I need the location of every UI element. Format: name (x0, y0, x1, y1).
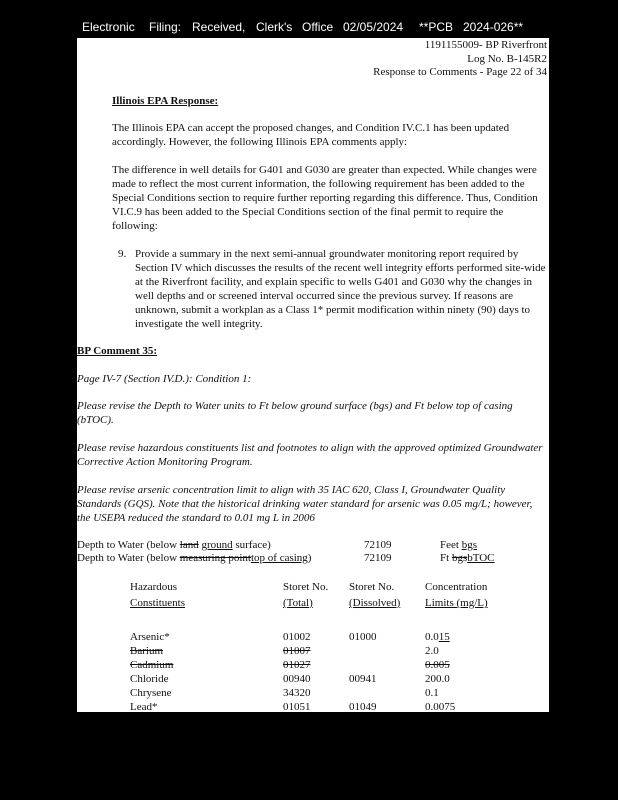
table-cell-name: Lead* (130, 701, 158, 712)
table-cell-name: Chrysene (130, 687, 172, 699)
table-header-limits: Concentration (425, 581, 488, 593)
table-header-constituents-2: Constituents (130, 597, 186, 609)
table-cell-name: Chloride (130, 673, 169, 685)
table-cell-total: 34320 (283, 687, 311, 699)
epa-response-paragraph-2: The difference in well details for G401 and G030 are greater than expected. While changes were made to reflect the most current information, the following requirement has been added to the Special Conditions section to require further reporting regarding this difference. Thus, Condition VI.C.9 has been added to the Special Conditions section of the final permit to require the following: (112, 164, 538, 232)
table-cell-total: 01002 (283, 631, 311, 643)
table-cell-name: Cadmium (130, 659, 174, 671)
table-cell-name: Barium (130, 645, 163, 657)
depth-row-bgs-code: 72109 (364, 539, 392, 551)
table-cell-dissolved: 00941 (349, 673, 377, 685)
banner-date: 02/05/2024 (343, 20, 404, 34)
banner-received: Received, (192, 20, 246, 34)
bp-comment-page-ref: Page IV-7 (Section IV.D.): Condition 1: (77, 373, 252, 385)
depth-row-btoc-code: 72109 (364, 552, 392, 564)
table-cell-name: Arsenic* (130, 631, 170, 643)
table-header-storet-dissolved-2: (Dissolved) (349, 597, 401, 609)
header-permit-number: 1191155009- BP Riverfront (424, 39, 547, 51)
document-page (77, 38, 549, 712)
banner-case-number: 2024-026** (463, 20, 524, 34)
banner-electronic: Electronic (82, 20, 135, 34)
table-cell-limit: 0.005 (425, 659, 450, 671)
header-log-number: Log No. B-145R2 (467, 53, 547, 65)
table-header-storet-total-2: (Total) (283, 597, 313, 609)
banner-filing: Filing: (149, 20, 182, 34)
depth-row-bgs-label: Depth to Water (below land ground surface) (77, 539, 271, 551)
banner-case: **PCB (419, 20, 454, 34)
depth-row-btoc-unit: Ft bgsbTOC (440, 552, 495, 564)
list-item-text: Provide a summary in the next semi-annual groundwater monitoring report required by Section IV which discusses the results of the recent well integrity efforts performed site-wide at the Riverfront facility, and explain specific to wells G401 and G030 why the changes in well depths and or screened interval occurred since the previous survey. If reasons are unknown, submit a workplan as a Class 1* permit modification within ninety (90) days to investigate the well integrity. (135, 248, 546, 330)
banner-office: Office (302, 20, 334, 34)
table-cell-dissolved: 01049 (349, 701, 377, 712)
table-header-limits-2: Limits (mg/L) (425, 597, 488, 609)
epa-response-paragraph-1: The Illinois EPA can accept the proposed changes, and Condition IV.C.1 has been updated accordingly. However, the following Illinois EPA comments apply: (112, 122, 510, 148)
depth-row-bgs-unit: Feet bgs (440, 539, 477, 551)
table-cell-limit: 200.0 (425, 673, 450, 685)
header-page-ref: Response to Comments - Page 22 of 34 (373, 66, 547, 78)
table-cell-total: 01051 (283, 701, 311, 712)
bp-comment-heading: BP Comment 35: (77, 345, 158, 357)
banner-clerks: Clerk's (256, 20, 293, 34)
table-cell-total: 00940 (283, 673, 311, 685)
table-cell-total: 01027 (283, 659, 311, 671)
filing-banner (0, 18, 618, 38)
table-header-storet-dissolved: Storet No. (349, 581, 395, 593)
table-cell-dissolved: 01000 (349, 631, 377, 643)
table-cell-total: 01007 (283, 645, 311, 657)
table-cell-limit: 0.0075 (425, 701, 456, 712)
table-header-constituents: Hazardous (130, 581, 178, 593)
epa-response-heading: Illinois EPA Response: (112, 95, 219, 107)
table-cell-limit: 2.0 (425, 645, 439, 657)
depth-row-btoc-label: Depth to Water (below measuring pointtop of casing) (77, 552, 312, 564)
bp-comment-paragraph-1: Please revise the Depth to Water units to Ft below ground surface (bgs) and Ft below top of casing (bTOC). (77, 400, 513, 426)
list-item-number: 9. (118, 248, 127, 260)
table-cell-limit: 0.1 (425, 687, 439, 699)
bp-comment-paragraph-3: Please revise arsenic concentration limit to align with 35 IAC 620, Class I, Groundwater Quality Standards (GQS). Note that the historical drinking water standard for arsenic was 0.05 mg/L; however, the USEPA reduced the standard to 0.01 mg L in 2006 (77, 484, 533, 524)
table-header-storet-total: Storet No. (283, 581, 329, 593)
bp-comment-paragraph-2: Please revise hazardous constituents list and footnotes to align with the approved optimized Groundwater Corrective Action Monitoring Program. (77, 442, 543, 468)
table-cell-limit: 0.015 (425, 631, 450, 643)
